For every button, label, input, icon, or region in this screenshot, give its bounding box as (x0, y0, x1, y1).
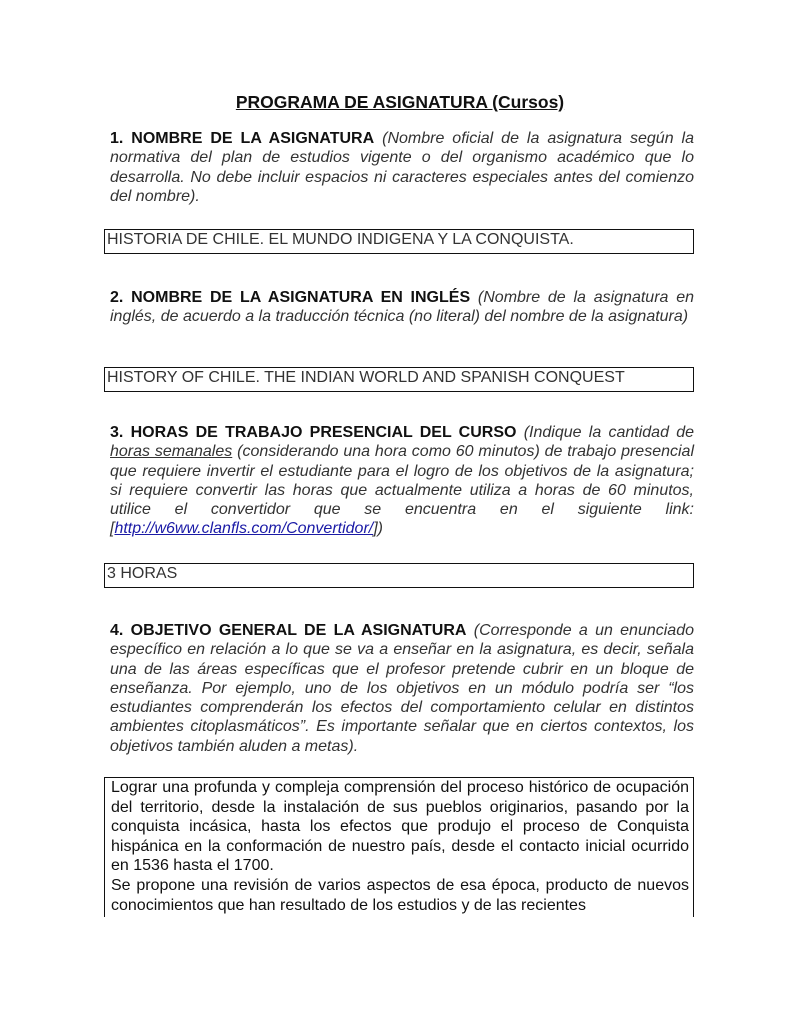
section-4-heading: 4. OBJETIVO GENERAL DE LA ASIGNATURA (110, 622, 467, 639)
section-3-instructions-d: horas de 60 minutos, utilice el convertidor que se encuentra en el siguiente link: [ (110, 481, 694, 538)
section-4-instructions: (Corresponde a un enunciado específico en relación a lo que se va a enseñar en la asignatura, es decir, señala una de las áreas específicas que el profesor pretende cubrir en un bloque de enseñanza. Por ejemplo, uno de los objetivos en un módulo podría ser “los estudiantes comprenderán los efectos del comportamiento celular en distintos ambientes citoplasmáticos”. Es importante señalar que en ciertos contextos, los objetivos también aluden a metas). (110, 622, 694, 755)
section-3-instructions-e: ]) (373, 520, 383, 538)
section-4-answer-paragraph-1: Lograr una profunda y compleja comprensión del proceso histórico de ocupación del territorio, desde la instalación de sus pueblos originarios, pasando por la conquista incásica, hasta los efectos que produjo el proceso de Conquista hispánica en la conformación de nuestro país, desde el contacto inicial ocurrido en 1536 hasta el 1700. (111, 779, 689, 875)
section-3-heading: 3. HORAS DE TRABAJO PRESENCIAL DEL CURSO (110, 424, 517, 441)
section-1-heading: 1. NOMBRE DE LA ASIGNATURA (110, 130, 375, 147)
section-3-answer: 3 HORAS (107, 565, 178, 582)
section-1-instructions: (Nombre oficial de la asignatura según la normativa del plan de estudios vigente o del organismo académico que lo desarrolla. No debe incluir espacios ni caracteres especiales antes del comienzo del nombre). (110, 130, 695, 205)
section-3-instructions-a: (Indique la cantidad de (523, 424, 695, 441)
section-1-answer-box[interactable] (104, 229, 694, 254)
section-1-description (110, 129, 694, 206)
section-4-answer-box[interactable] (104, 777, 694, 917)
section-2-heading: 2. NOMBRE DE LA ASIGNATURA EN INGLÉS (110, 289, 471, 306)
section-3-description (110, 423, 694, 539)
section-1-answer: HISTORIA DE CHILE. EL MUNDO INDIGENA Y LA CONQUISTA. (107, 231, 574, 248)
section-3-instructions-b: (considerando una hora como 60 minutos) de trabajo presencial que requiere invertir el estudiante para el logro de los objetivos (110, 443, 695, 480)
section-2-description (110, 288, 694, 327)
page-title: PROGRAMA DE ASIGNATURA (Cursos) (235, 92, 565, 112)
convertidor-link[interactable]: http://w6ww.clanfls.com/Convertidor/ (114, 520, 374, 538)
section-2-answer: HISTORY OF CHILE. THE INDIAN WORLD AND SPANISH CONQUEST (107, 369, 625, 386)
section-2-answer-box[interactable] (104, 367, 694, 392)
section-3-answer-box[interactable] (104, 563, 694, 588)
section-4-answer-paragraph-2: Se propone una revisión de varios aspectos de esa época, producto de nuevos conocimientos que han resultado de los estudios y de las recientes (111, 876, 689, 914)
section-4-description (110, 621, 694, 756)
section-2-instructions: (Nombre de la asignatura en inglés, de acuerdo a la traducción técnica (no literal) del nombre de la asignatura) (110, 289, 694, 326)
section-3-instructions-c: de la asignatura; si requiere convertir las horas que actualmente utiliza a (110, 462, 694, 499)
section-3-instructions-underlined: horas semanales (110, 443, 233, 461)
